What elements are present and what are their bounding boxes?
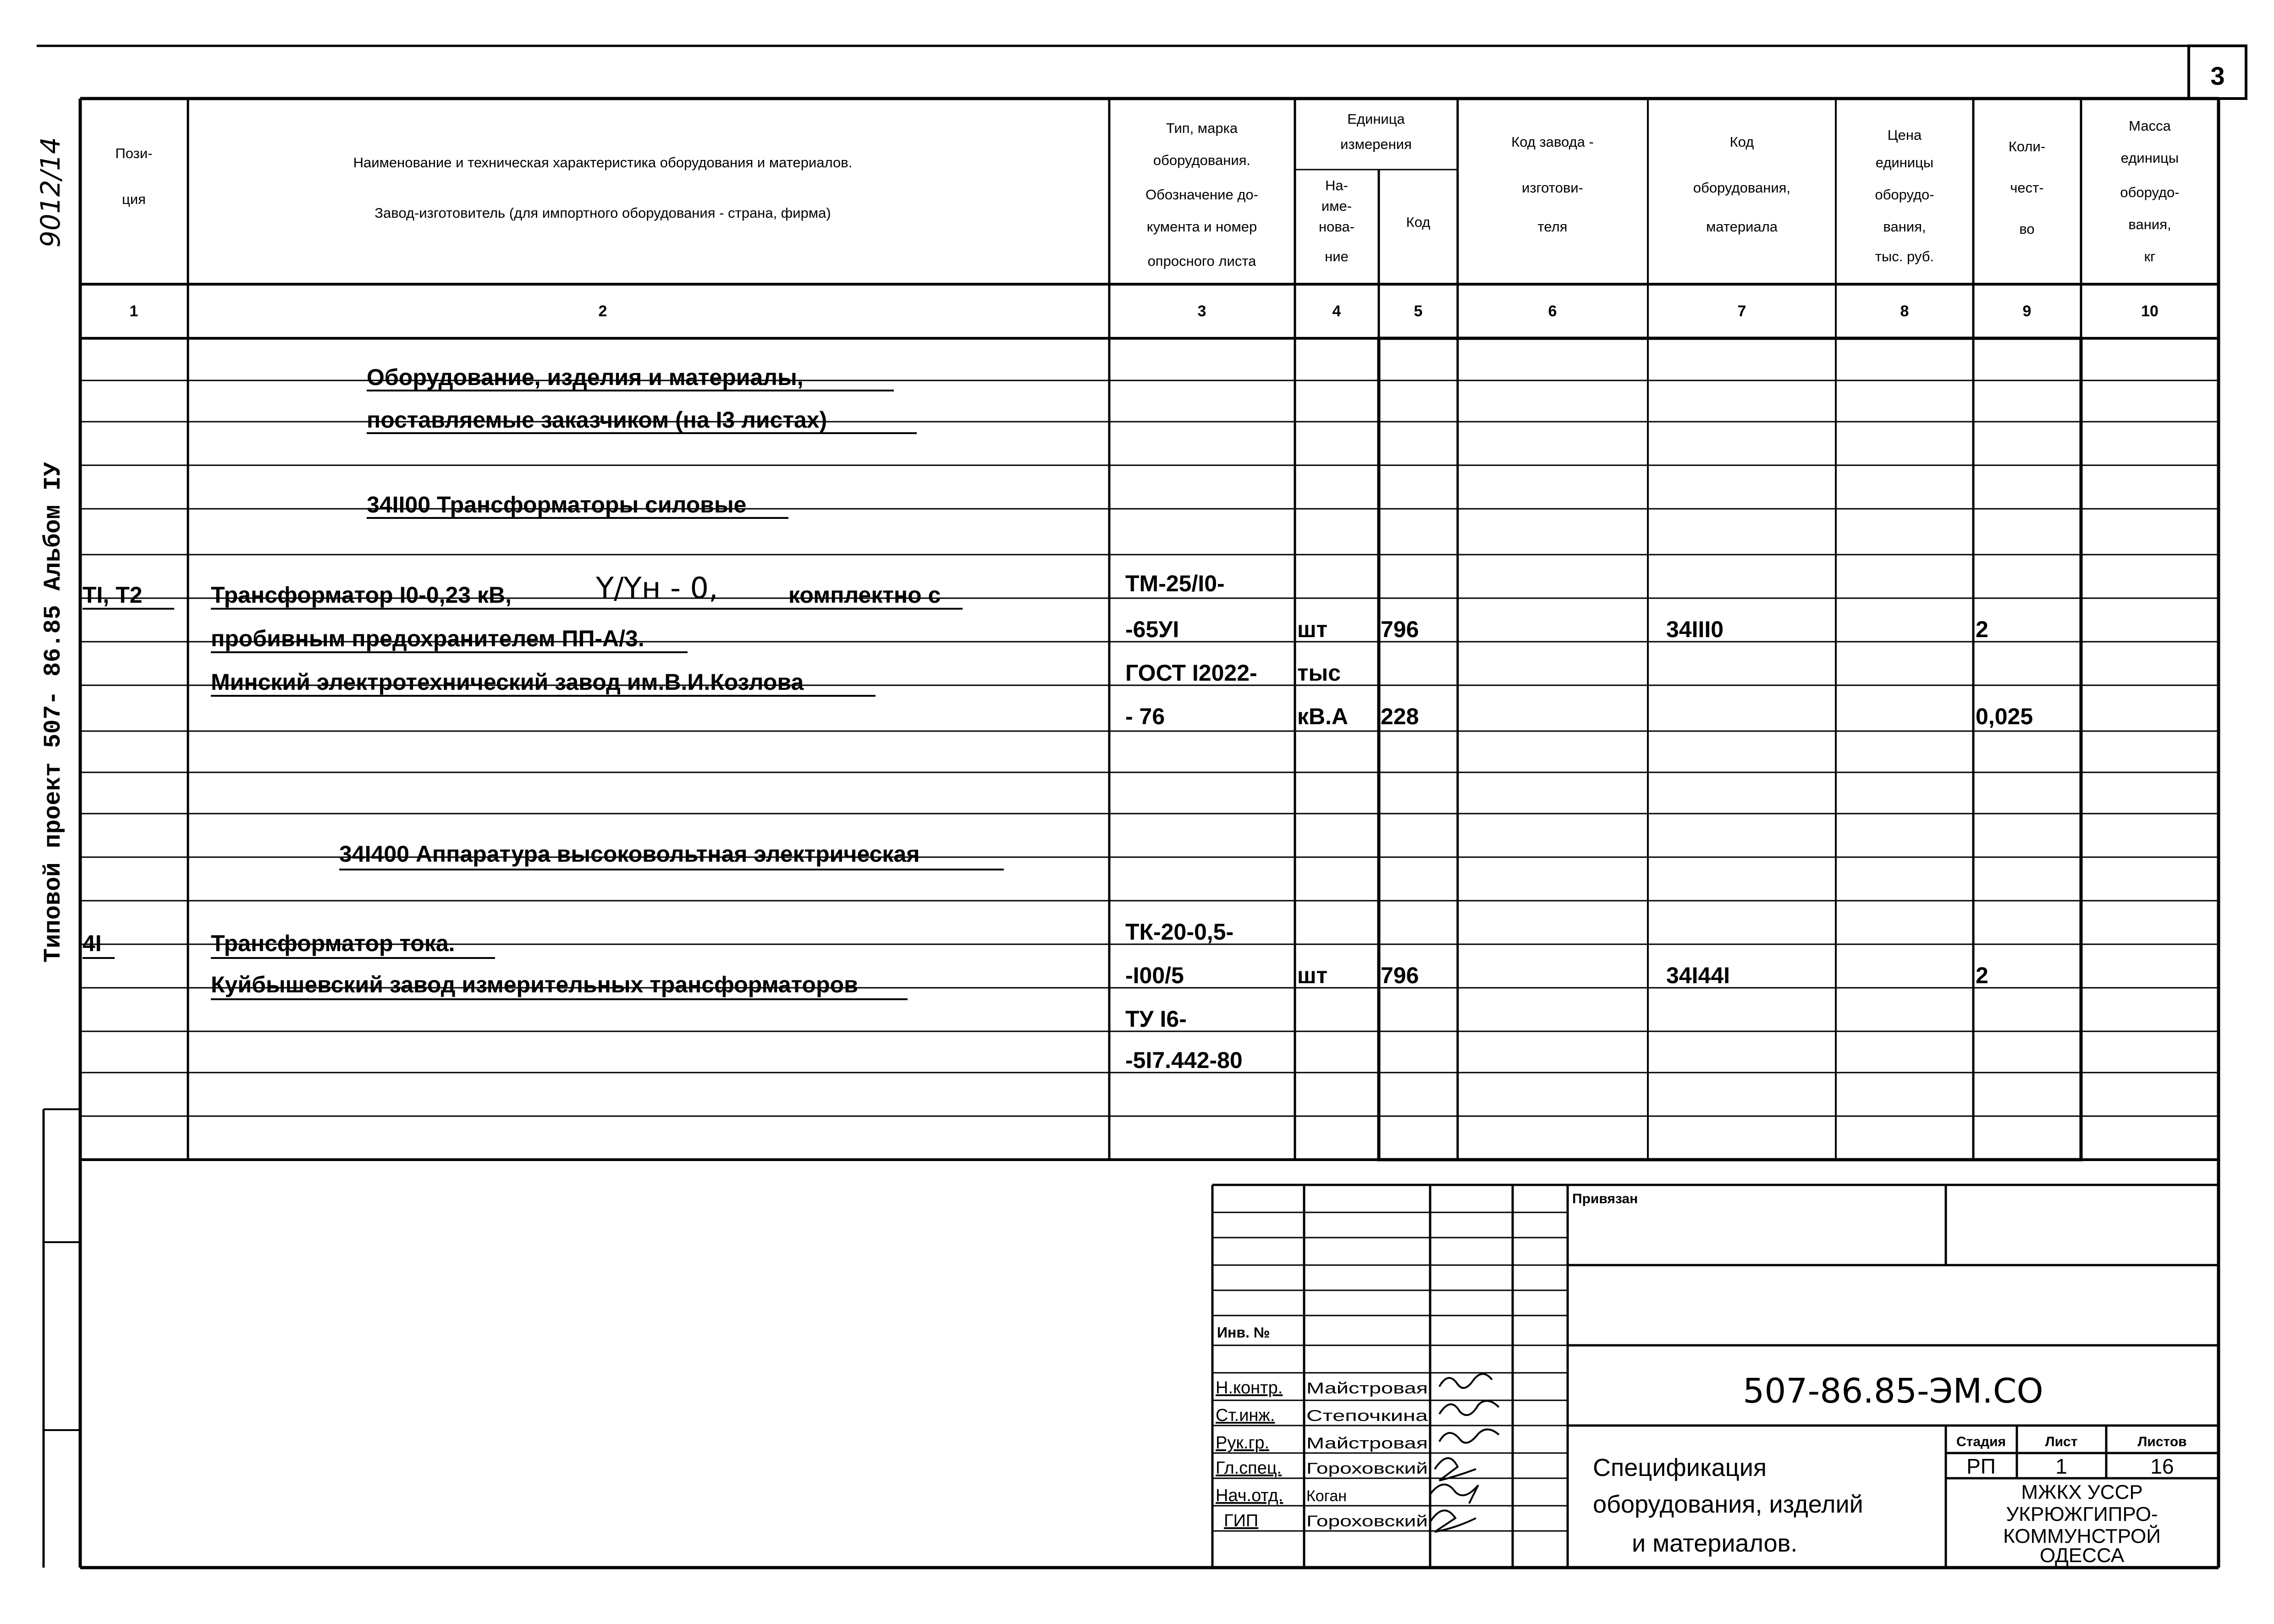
header-qty-1: Коли- bbox=[2008, 138, 2046, 154]
column-number: 4 bbox=[1332, 303, 1341, 320]
item2-unit-code: 796 bbox=[1381, 963, 1419, 988]
organization-line-1: МЖКХ УССР bbox=[2021, 1481, 2143, 1503]
header-pos-1: Пози- bbox=[115, 145, 153, 161]
item1-name-line1: Трансформатор I0-0,23 кВ, bbox=[211, 582, 512, 608]
header-equip-code-1: Код bbox=[1729, 134, 1754, 150]
section-title-line-2: поставляемые заказчиком (на I3 листах) bbox=[367, 407, 827, 433]
item1-type-3: ГОСТ I2022- bbox=[1125, 660, 1257, 686]
item2-name: Трансформатор тока. bbox=[211, 930, 455, 956]
header-mass-1: Масса bbox=[2129, 118, 2171, 134]
item1-quantity: 2 bbox=[1976, 617, 1988, 642]
header-factory-code-2: изготови- bbox=[1522, 180, 1583, 196]
project-caption: Типовой проект 507- 86.85 Альбом IУ bbox=[40, 462, 67, 963]
document-title-3: и материалов. bbox=[1632, 1530, 1798, 1557]
item1-unit-code-2: 228 bbox=[1381, 704, 1419, 729]
signer-name: Гороховский bbox=[1306, 1513, 1428, 1530]
column-number: 2 bbox=[598, 303, 607, 320]
column-number: 6 bbox=[1548, 303, 1557, 320]
item2-unit: шт bbox=[1297, 963, 1328, 988]
item2-quantity: 2 bbox=[1976, 963, 1988, 988]
item1-name-line1-completeness: комплектно с bbox=[788, 582, 941, 608]
header-equip-code-3: материала bbox=[1706, 219, 1778, 235]
sheet-header: Лист bbox=[2045, 1434, 2078, 1449]
header-type-4: кумента и номер bbox=[1146, 219, 1257, 235]
sheets-header: Листов bbox=[2137, 1434, 2187, 1449]
signer-name: Гороховский bbox=[1306, 1460, 1428, 1477]
item1-manufacturer: Минский электротехнический завод им.В.И.Козлова bbox=[211, 669, 804, 695]
header-pos-2: ция bbox=[122, 191, 146, 207]
header-price-5: тыс. руб. bbox=[1875, 248, 1934, 264]
stage-value: РП bbox=[1966, 1454, 1996, 1478]
header-factory-code-1: Код завода - bbox=[1511, 134, 1594, 150]
item2-manufacturer: Куйбышевский завод измерительных трансформаторов bbox=[211, 972, 858, 997]
sheets-value: 16 bbox=[2150, 1454, 2174, 1478]
organization-line-3: КОММУНСТРОЙ bbox=[2003, 1525, 2161, 1547]
group-title-transformers: 34II00 Трансформаторы силовые bbox=[367, 492, 747, 517]
header-mass-4: вания, bbox=[2128, 216, 2171, 232]
header-price-4: вания, bbox=[1883, 219, 1926, 235]
signer-role: Нач.отд. bbox=[1216, 1486, 1283, 1505]
item1-unit-2: тыс bbox=[1297, 660, 1341, 686]
organization-line-2: УКРЮЖГИПРО- bbox=[2006, 1503, 2158, 1525]
column-number: 10 bbox=[2141, 303, 2158, 320]
item1-position: TI, T2 bbox=[83, 582, 143, 608]
item2-equipment-code: 34I44I bbox=[1666, 963, 1730, 988]
document-title-2: оборудования, изделий bbox=[1593, 1491, 1863, 1518]
item2-type-1: ТК-20-0,5- bbox=[1125, 919, 1234, 945]
header-unit-name-1: На- bbox=[1325, 177, 1348, 193]
header-name-2: Завод-изготовитель (для импортного оборудования - страна, фирма) bbox=[374, 205, 831, 221]
header-mass-5: кг bbox=[2144, 248, 2156, 264]
signer-role: ГИП bbox=[1224, 1511, 1259, 1530]
header-unit-group-2: измерения bbox=[1340, 136, 1412, 152]
header-qty-2: чест- bbox=[2010, 180, 2044, 196]
header-unit-name-2: име- bbox=[1321, 198, 1352, 214]
section-title-line-1: Оборудование, изделия и материалы, bbox=[367, 364, 804, 390]
item1-equipment-code: 34III0 bbox=[1666, 617, 1724, 642]
header-name-1: Наименование и техническая характеристика оборудования и материалов. bbox=[353, 154, 853, 171]
header-type-5: опросного листа bbox=[1147, 253, 1256, 269]
column-number: 8 bbox=[1900, 303, 1909, 320]
signer-role: Н.контр. bbox=[1216, 1378, 1283, 1398]
item1-type-2: -65УI bbox=[1125, 617, 1179, 642]
stage-header: Стадия bbox=[1956, 1434, 2006, 1449]
header-equip-code-2: оборудования, bbox=[1693, 180, 1791, 196]
document-title-1: Спецификация bbox=[1593, 1454, 1767, 1481]
header-mass-3: оборудо- bbox=[2120, 184, 2180, 200]
item1-unit-3: кВ.А bbox=[1297, 704, 1349, 729]
signer-name: Майстровая bbox=[1306, 1380, 1428, 1397]
signer-role: Рук.гр. bbox=[1216, 1433, 1270, 1453]
column-number: 5 bbox=[1414, 303, 1423, 320]
header-type-3: Обозначение до- bbox=[1145, 187, 1258, 203]
header-unit-name-4: ние bbox=[1325, 248, 1349, 264]
header-price-2: единицы bbox=[1875, 154, 1934, 171]
item1-type-4: - 76 bbox=[1125, 704, 1165, 729]
column-number: 7 bbox=[1737, 303, 1746, 320]
header-price-1: Цена bbox=[1887, 127, 1922, 143]
header-mass-2: единицы bbox=[2120, 150, 2179, 166]
signer-name: Коган bbox=[1306, 1487, 1347, 1505]
item2-type-3: ТУ I6- bbox=[1125, 1006, 1187, 1032]
inventory-number-label: Инв. № bbox=[1217, 1324, 1270, 1341]
item1-type-1: ТМ-25/I0- bbox=[1125, 571, 1225, 596]
item2-type-4: -5I7.442-80 bbox=[1125, 1047, 1243, 1073]
item2-position: 4I bbox=[83, 930, 102, 956]
signer-name: Степочкина bbox=[1306, 1407, 1428, 1425]
document-code: 507-86.85-ЭМ.СО bbox=[1743, 1371, 2043, 1411]
item1-name-line2: пробивным предохранителем ПП-А/3. bbox=[211, 626, 644, 651]
group-title-hv-equipment: 34I400 Аппаратура высоковольтная электрическая bbox=[339, 841, 920, 867]
column-number: 1 bbox=[129, 303, 138, 320]
organization-line-4: ОДЕССА bbox=[2039, 1544, 2125, 1567]
header-unit-code: Код bbox=[1406, 214, 1431, 230]
item1-unit-1: шт bbox=[1297, 617, 1328, 642]
item1-connection-group: Y/Yн - 0, bbox=[596, 572, 718, 606]
header-type-1: Тип, марка bbox=[1166, 120, 1238, 136]
header-unit-name-3: нова- bbox=[1318, 219, 1355, 235]
archive-number: 9012/14 bbox=[35, 137, 66, 248]
header-unit-group-1: Единица bbox=[1347, 111, 1405, 127]
column-number: 9 bbox=[2022, 303, 2032, 320]
signer-role: Ст.инж. bbox=[1216, 1406, 1275, 1425]
sheet-corner-number: 3 bbox=[2210, 61, 2225, 90]
sheet-value: 1 bbox=[2055, 1454, 2067, 1478]
item2-type-2: -I00/5 bbox=[1125, 963, 1184, 988]
item1-quantity-2: 0,025 bbox=[1976, 704, 2033, 729]
signer-role: Гл.спец. bbox=[1216, 1459, 1282, 1478]
signer-name: Майстровая bbox=[1306, 1435, 1428, 1452]
header-type-2: оборудования. bbox=[1153, 152, 1251, 168]
header-price-3: оборудо- bbox=[1875, 187, 1934, 203]
item1-unit-code-1: 796 bbox=[1381, 617, 1419, 642]
header-factory-code-3: теля bbox=[1537, 219, 1568, 235]
column-number: 3 bbox=[1197, 303, 1206, 320]
header-qty-3: во bbox=[2019, 221, 2035, 237]
privyazan-label: Привязан bbox=[1572, 1191, 1638, 1206]
